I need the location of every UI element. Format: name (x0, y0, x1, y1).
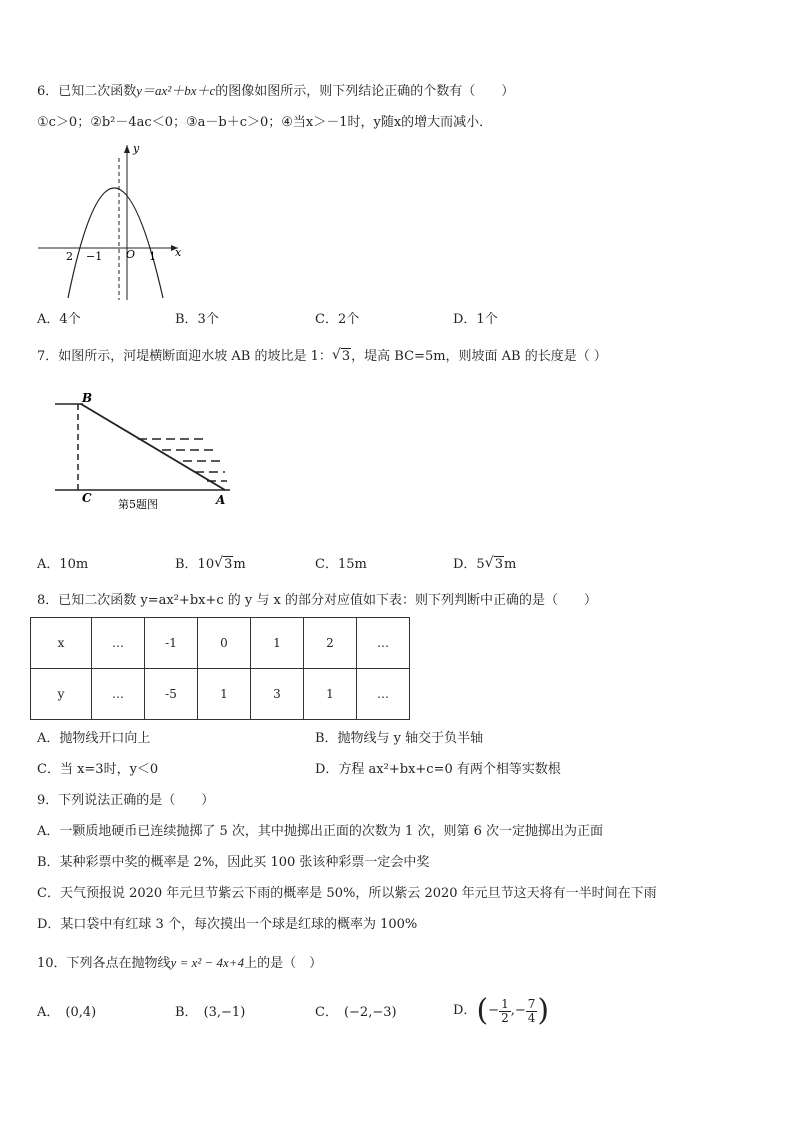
table-cell: -5 (145, 669, 198, 720)
q8-option-d[interactable]: D．方程 ax²+bx+c=0 有两个相等实数根 (315, 762, 561, 777)
q7-stem-prefix: 7．如图所示，河堤横断面迎水坡 AB 的坡比是 1： (37, 349, 332, 364)
q10-stem-suffix: 上的是（ ） (244, 956, 323, 971)
table-cell: … (357, 618, 410, 669)
table-cell: … (357, 669, 410, 720)
q7-caption: 第5题图 (118, 498, 158, 511)
table-cell: 2 (304, 618, 357, 669)
q6-tick-neg1: −1 (86, 250, 103, 263)
q8-stem: 8．已知二次函数 y=ax²+bx+c 的 y 与 x 的部分对应值如下表：则下列判断中正确的是（ ） (37, 593, 597, 608)
table-cell: 0 (198, 618, 251, 669)
q6-tick-neg2: 2 (66, 250, 73, 263)
q6-tick-1: 1 (149, 250, 156, 263)
table-cell: … (92, 669, 145, 720)
q10-option-d[interactable]: D．(− $\frac{1}{2}$ ,− $\frac{7}{4}$ ) (453, 993, 550, 1028)
q7-label-b: B (82, 391, 93, 405)
q7-option-d[interactable]: D．5 √ 3m (453, 555, 517, 572)
q7-sqrt: √ 3 (331, 347, 351, 364)
q7-slope-ab (81, 404, 225, 490)
q6-y-arrow-icon (124, 145, 130, 153)
q10-equation: y = x² − 4x+4 (170, 955, 245, 970)
table-cell: 1 (251, 618, 304, 669)
q6-conditions: ①c＞0；②b²－4ac＜0；③a－b＋c＞0；④当x＞－1时，y随x的增大而减小． (37, 115, 493, 130)
q7-embankment-figure (55, 392, 235, 517)
q7-stem-suffix: ，堤高 BC=5m，则坡面 AB 的长度是（ ） (351, 349, 607, 364)
q10-option-c[interactable]: C． (−2,−3) (315, 1005, 397, 1020)
q7-label-c: C (82, 491, 92, 505)
table-cell: -1 (145, 618, 198, 669)
table-cell: 1 (198, 669, 251, 720)
q10-stem (37, 954, 322, 973)
q6-origin-label: O (126, 248, 136, 261)
q7-option-a[interactable]: A．10m (37, 557, 89, 572)
q6-option-c[interactable]: C．2个 (315, 312, 360, 327)
table-cell: 3 (251, 669, 304, 720)
q10-option-b[interactable]: B． (3,−1) (175, 1005, 246, 1020)
table-cell: x (31, 618, 92, 669)
q6-option-d[interactable]: D．1个 (453, 312, 498, 327)
q8-value-table (30, 617, 410, 720)
q7-option-b[interactable]: B．10 √ 3m (175, 555, 246, 572)
q6-y-label: y (133, 142, 140, 155)
q9-option-c[interactable]: C．天气预报说 2020 年元旦节紫云下雨的概率是 50%，所以紫云 2020 年元旦节这天将有一半时间在下雨 (37, 886, 657, 901)
q8-option-a[interactable]: A．抛物线开口向上 (37, 731, 151, 746)
table-cell: 1 (304, 669, 357, 720)
q10-option-a[interactable]: A． (0,4) (37, 1005, 97, 1020)
q9-option-b[interactable]: B．某种彩票中奖的概率是 2%，因此买 100 张该种彩票一定会中奖 (37, 855, 430, 870)
q7-stem (37, 348, 607, 366)
q6-option-a[interactable]: A．4个 (37, 312, 81, 327)
q6-stem-suffix: 的图像如图所示，则下列结论正确的个数有（ ） (215, 84, 515, 99)
table-cell: y (31, 669, 92, 720)
q7-option-c[interactable]: C．15m (315, 557, 367, 572)
q9-option-d[interactable]: D．某口袋中有红球 3 个，每次摸出一个球是红球的概率为 100% (37, 917, 418, 932)
q7-sqrt-value: 3 (341, 349, 351, 364)
q6-stem-prefix: 6．已知二次函数 (37, 84, 137, 99)
q8-option-b[interactable]: B．抛物线与 y 轴交于负半轴 (315, 731, 484, 746)
q6-parabola-graph (38, 140, 188, 305)
q6-parabola-curve (68, 188, 163, 298)
q6-x-label: x (175, 246, 182, 259)
table-row (31, 669, 410, 720)
q10-stem-prefix: 10．下列各点在抛物线 (37, 956, 171, 971)
q6-equation: y＝ax²＋bx＋c (136, 83, 216, 98)
q8-option-c[interactable]: C．当 x=3时，y＜0 (37, 762, 159, 777)
table-cell: … (92, 618, 145, 669)
q9-option-a[interactable]: A．一颗质地硬币已连续抛掷了 5 次，其中抛掷出正面的次数为 1 次，则第 6 次一定抛掷出为正面 (37, 824, 603, 839)
q9-stem: 9．下列说法正确的是（ ） (37, 793, 215, 808)
table-row (31, 618, 410, 669)
q6-stem (37, 82, 514, 101)
q6-option-b[interactable]: B．3个 (175, 312, 219, 327)
q7-label-a: A (216, 493, 226, 507)
